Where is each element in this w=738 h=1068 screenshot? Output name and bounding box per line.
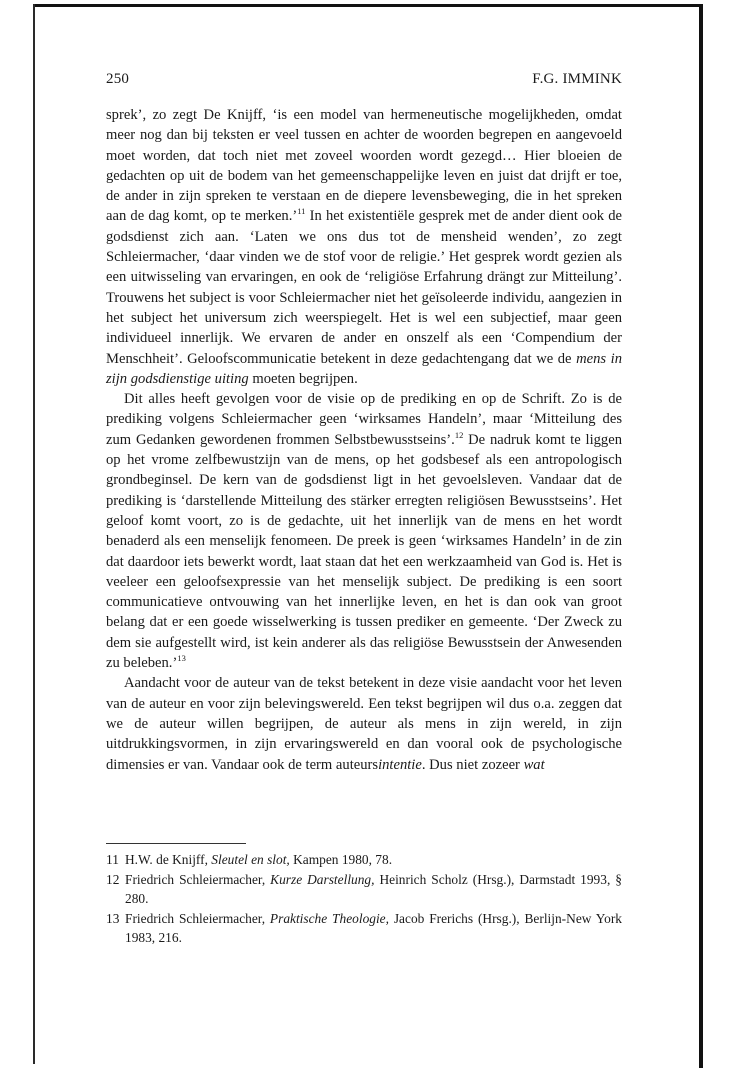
text-run: Heinrich Scholz (Hrsg.), Darmstadt 1993, § 280. xyxy=(125,871,622,906)
footnote-ref: 11 xyxy=(297,206,306,217)
scan-edge-left xyxy=(33,4,35,1064)
paragraph xyxy=(106,389,622,673)
footnote-ref: 13 xyxy=(177,653,186,664)
text-run: De nadruk komt te liggen op het vrome zelfbewustzijn van de mens, op het godsbesef als een antropologisch grondbeginsel. De kern van de godsdienst ligt in het gevoelsleven. Vandaar dat de prediking is ‘darstellende Mitteilung des stärker erregten religiösen Bewusstseins’. Het geloof komt voort, zo is de gedachte, uit het innerlijk van de mens en het wordt benaderd als een menselijk fenomeen. De preek is geen ‘wirksames Handeln’ in de zin dat daardoor iets bewerkt wordt, laat staan dat het een werkzaamheid van God is. Het is veeleer een geloofsexpressie van het menselijk subject. De prediking is een soort communicatieve ontvouwing van het innerlijke leven, en het is dan ook van groot belang dat er een goede wisselwerking is tussen prediker en gemeente. ‘Der Zweck zu dem sie aufgestellt wird, ist kein anderer als das religiöse Bewusstsein der Anwesenden zu beleben.’ xyxy=(106,431,622,672)
italic-text: intentie xyxy=(378,756,422,773)
paragraph xyxy=(106,673,622,774)
running-head xyxy=(106,71,622,88)
scan-edge-right xyxy=(699,4,703,1068)
italic-text: Sleutel en slot, xyxy=(211,852,290,867)
italic-text: Praktische Theologie, xyxy=(269,910,389,926)
text-run: In het existentiële gesprek met de ander dient ook de godsdienst zich aan. ‘Laten we ons dus tot de mensheid wenden’, zo zegt Schleiermacher, ‘daar vinden we de stof voor de religie.’ Het gesprek wordt gezien als een uitwisseling van ervaringen, en ook de ‘religiöse Erfahrung drängt zur Mitteilung’. Trouwens het subject is voor Schleiermacher niet het geïsoleerde individu, aangezien in het subject het universum zich weerspiegelt. Het is wel een subjectief, maar geen individueel innerlijk. We ervaren de ander en onszelf als een ‘Compendium der Menschheit’. Geloofscommunicatie betekent in deze gedachtengang dat we de xyxy=(106,208,623,367)
italic-text: mens in zijn godsdienstige uiting xyxy=(106,350,622,387)
text-run: Friedrich Schleiermacher, xyxy=(125,910,270,926)
footnote-text xyxy=(125,850,622,870)
italic-text: Kurze Darstellung, xyxy=(270,871,375,887)
italic-text: wat xyxy=(523,756,545,773)
text-run: . Dus niet zozeer xyxy=(421,756,524,773)
footnote xyxy=(106,870,622,909)
body-text xyxy=(106,105,622,775)
footnotes xyxy=(106,850,622,948)
text-run: sprek’, zo zegt De Knijff, ‘is een model van hermeneutische mogelijkheden, omdat meer nog dan bij teksten er veel tussen en achter de woorden begrepen en aangevoeld moet worden, dat toch niet met zoveel woorden wordt gezegd… Hier bloeien de gedachten op uit de bodem van het gemeenschappelijke leven en juist dat drijft er toe, de ander in zijn spreken te verstaan en de diepere levensbeweging, die in het spreken aan de dag komt, op te merken.’ xyxy=(106,107,622,225)
footnote-rule xyxy=(106,843,246,844)
paragraph xyxy=(106,105,622,389)
footnote-ref: 12 xyxy=(454,429,464,440)
running-author: F.G. IMMINK xyxy=(532,71,622,87)
footnote xyxy=(106,850,622,870)
text-run: Dit alles heeft gevolgen voor de visie op de prediking en op de Schrift. Zo is de prediking volgens Schleiermacher geen ‘wirksames Handeln’, maar ‘Mitteilung des zum Gedanken gewordenen frommen Selbstbewusstseins’. xyxy=(106,391,622,448)
footnote xyxy=(106,909,622,948)
text-run: moeten begrijpen. xyxy=(248,370,358,387)
text-run: H.W. de Knijff, xyxy=(125,852,212,867)
footnote-text xyxy=(125,909,622,948)
footnote-number: 12 xyxy=(106,871,120,887)
footnote-number: 13 xyxy=(106,910,120,926)
footnote-number: 11 xyxy=(106,852,119,867)
text-run: Friedrich Schleiermacher, xyxy=(125,871,271,887)
page-number: 250 xyxy=(106,71,130,87)
text-run: Aandacht voor de auteur van de tekst betekent in deze visie aandacht voor het leven van de auteur en voor zijn belevingswereld. Een tekst begrijpen wil dus o.a. zeggen dat we de auteur willen begrijpen, de auteur als mens in zijn wereld, in zijn uitdrukkingsvormen, in zijn ervaringswereld en dan vooral ook de psychologische dimensies er van. Vandaar ook de term auteurs xyxy=(106,675,622,773)
text-run: Jacob Frerichs (Hrsg.), Berlijn-New York 1983, 216. xyxy=(125,910,622,945)
scan-edge-top xyxy=(34,4,702,7)
footnote-text xyxy=(125,870,622,909)
text-run: Kampen 1980, 78. xyxy=(289,852,393,867)
